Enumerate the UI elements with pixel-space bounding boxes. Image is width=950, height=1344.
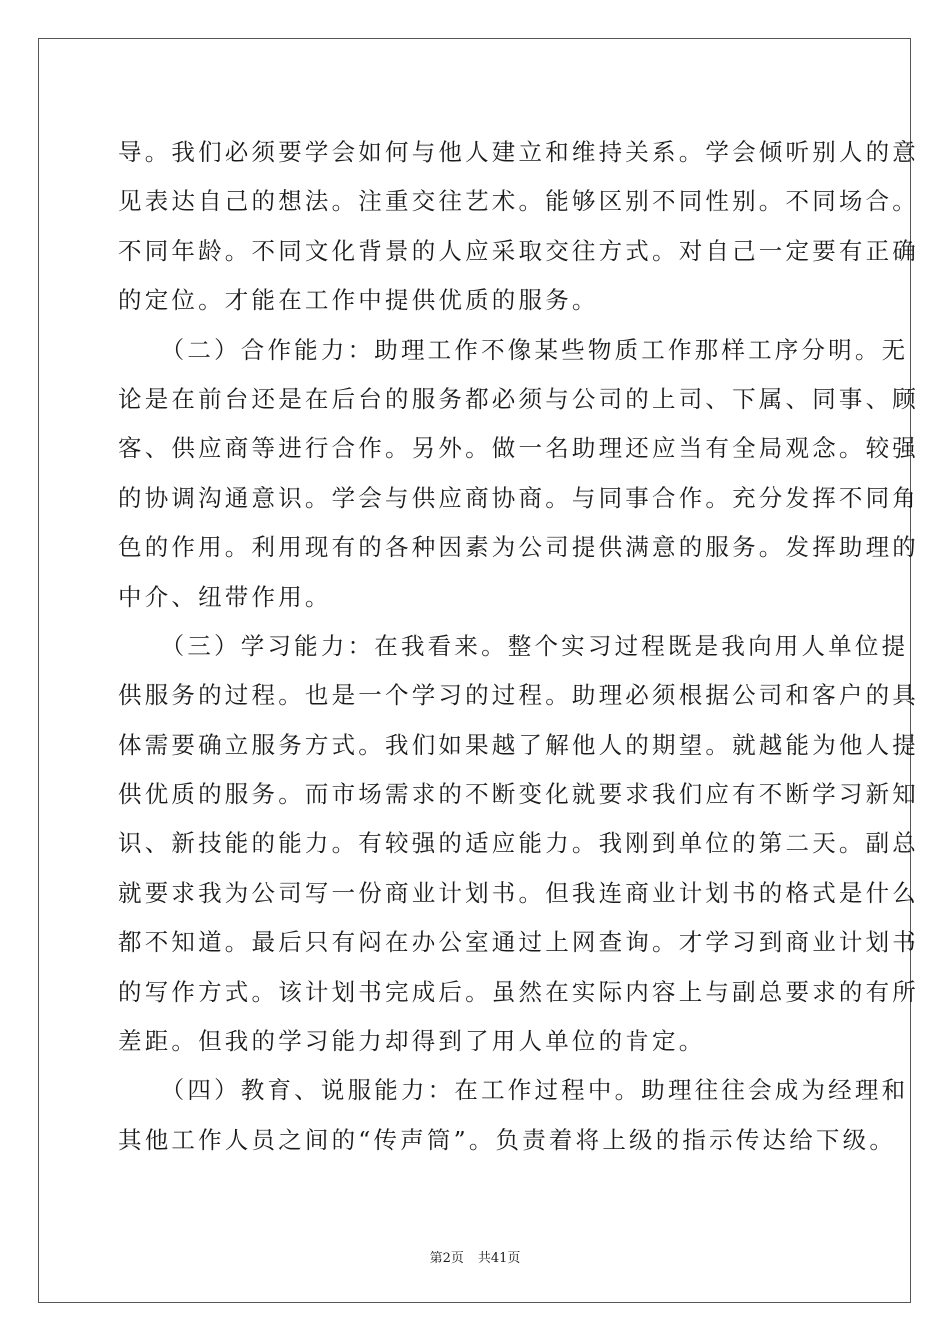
text-line: （三）学习能力：在我看来。整个实习过程既是我向用人单位提 bbox=[118, 631, 909, 660]
page-number: 第2页 bbox=[429, 1251, 464, 1266]
text-line: 的写作方式。该计划书完成后。虽然在实际内容上与副总要求的有所 bbox=[118, 977, 919, 1006]
text-line: 论是在前台还是在后台的服务都必须与公司的上司、下属、同事、顾 bbox=[118, 384, 919, 413]
text-line: （四）教育、说服能力：在工作过程中。助理往往会成为经理和 bbox=[118, 1076, 909, 1105]
text-line: 供优质的服务。而市场需求的不断变化就要求我们应有不断学习新知 bbox=[118, 780, 919, 809]
page-total: 共41页 bbox=[477, 1251, 521, 1266]
text-line: 体需要确立服务方式。我们如果越了解他人的期望。就越能为他人提 bbox=[118, 730, 919, 759]
text-line: 中介、纽带作用。 bbox=[118, 582, 332, 611]
text-line: 都不知道。最后只有闷在办公室通过上网查询。才学习到商业计划书 bbox=[118, 928, 919, 957]
text-line: 供服务的过程。也是一个学习的过程。助理必须根据公司和客户的具 bbox=[118, 681, 919, 710]
text-line: 差距。但我的学习能力却得到了用人单位的肯定。 bbox=[118, 1027, 706, 1056]
text-line: 见表达自己的想法。注重交往艺术。能够区别不同性别。不同场合。 bbox=[118, 187, 919, 216]
text-line: 客、供应商等进行合作。另外。做一名助理还应当有全局观念。较强 bbox=[118, 434, 919, 463]
text-line: 就要求我为公司写一份商业计划书。但我连商业计划书的格式是什么 bbox=[118, 878, 919, 907]
page-footer bbox=[0, 1247, 950, 1266]
text-line: 色的作用。利用现有的各种因素为公司提供满意的服务。发挥助理的 bbox=[118, 533, 919, 562]
text-line: 的协调沟通意识。学会与供应商协商。与同事合作。充分发挥不同角 bbox=[118, 483, 919, 512]
text-line: 其他工作人员之间的“传声筒”。负责着将上级的指示传达给下级。 bbox=[118, 1125, 897, 1154]
text-line: 识、新技能的能力。有较强的适应能力。我刚到单位的第二天。副总 bbox=[118, 829, 919, 858]
text-line: 的定位。才能在工作中提供优质的服务。 bbox=[118, 286, 599, 315]
document-body bbox=[118, 128, 919, 1165]
text-line: （二）合作能力：助理工作不像某些物质工作那样工序分明。无 bbox=[118, 335, 909, 364]
text-line: 导。我们必须要学会如何与他人建立和维持关系。学会倾听别人的意 bbox=[118, 138, 919, 166]
text-line: 不同年龄。不同文化背景的人应采取交往方式。对自己一定要有正确 bbox=[118, 236, 919, 265]
